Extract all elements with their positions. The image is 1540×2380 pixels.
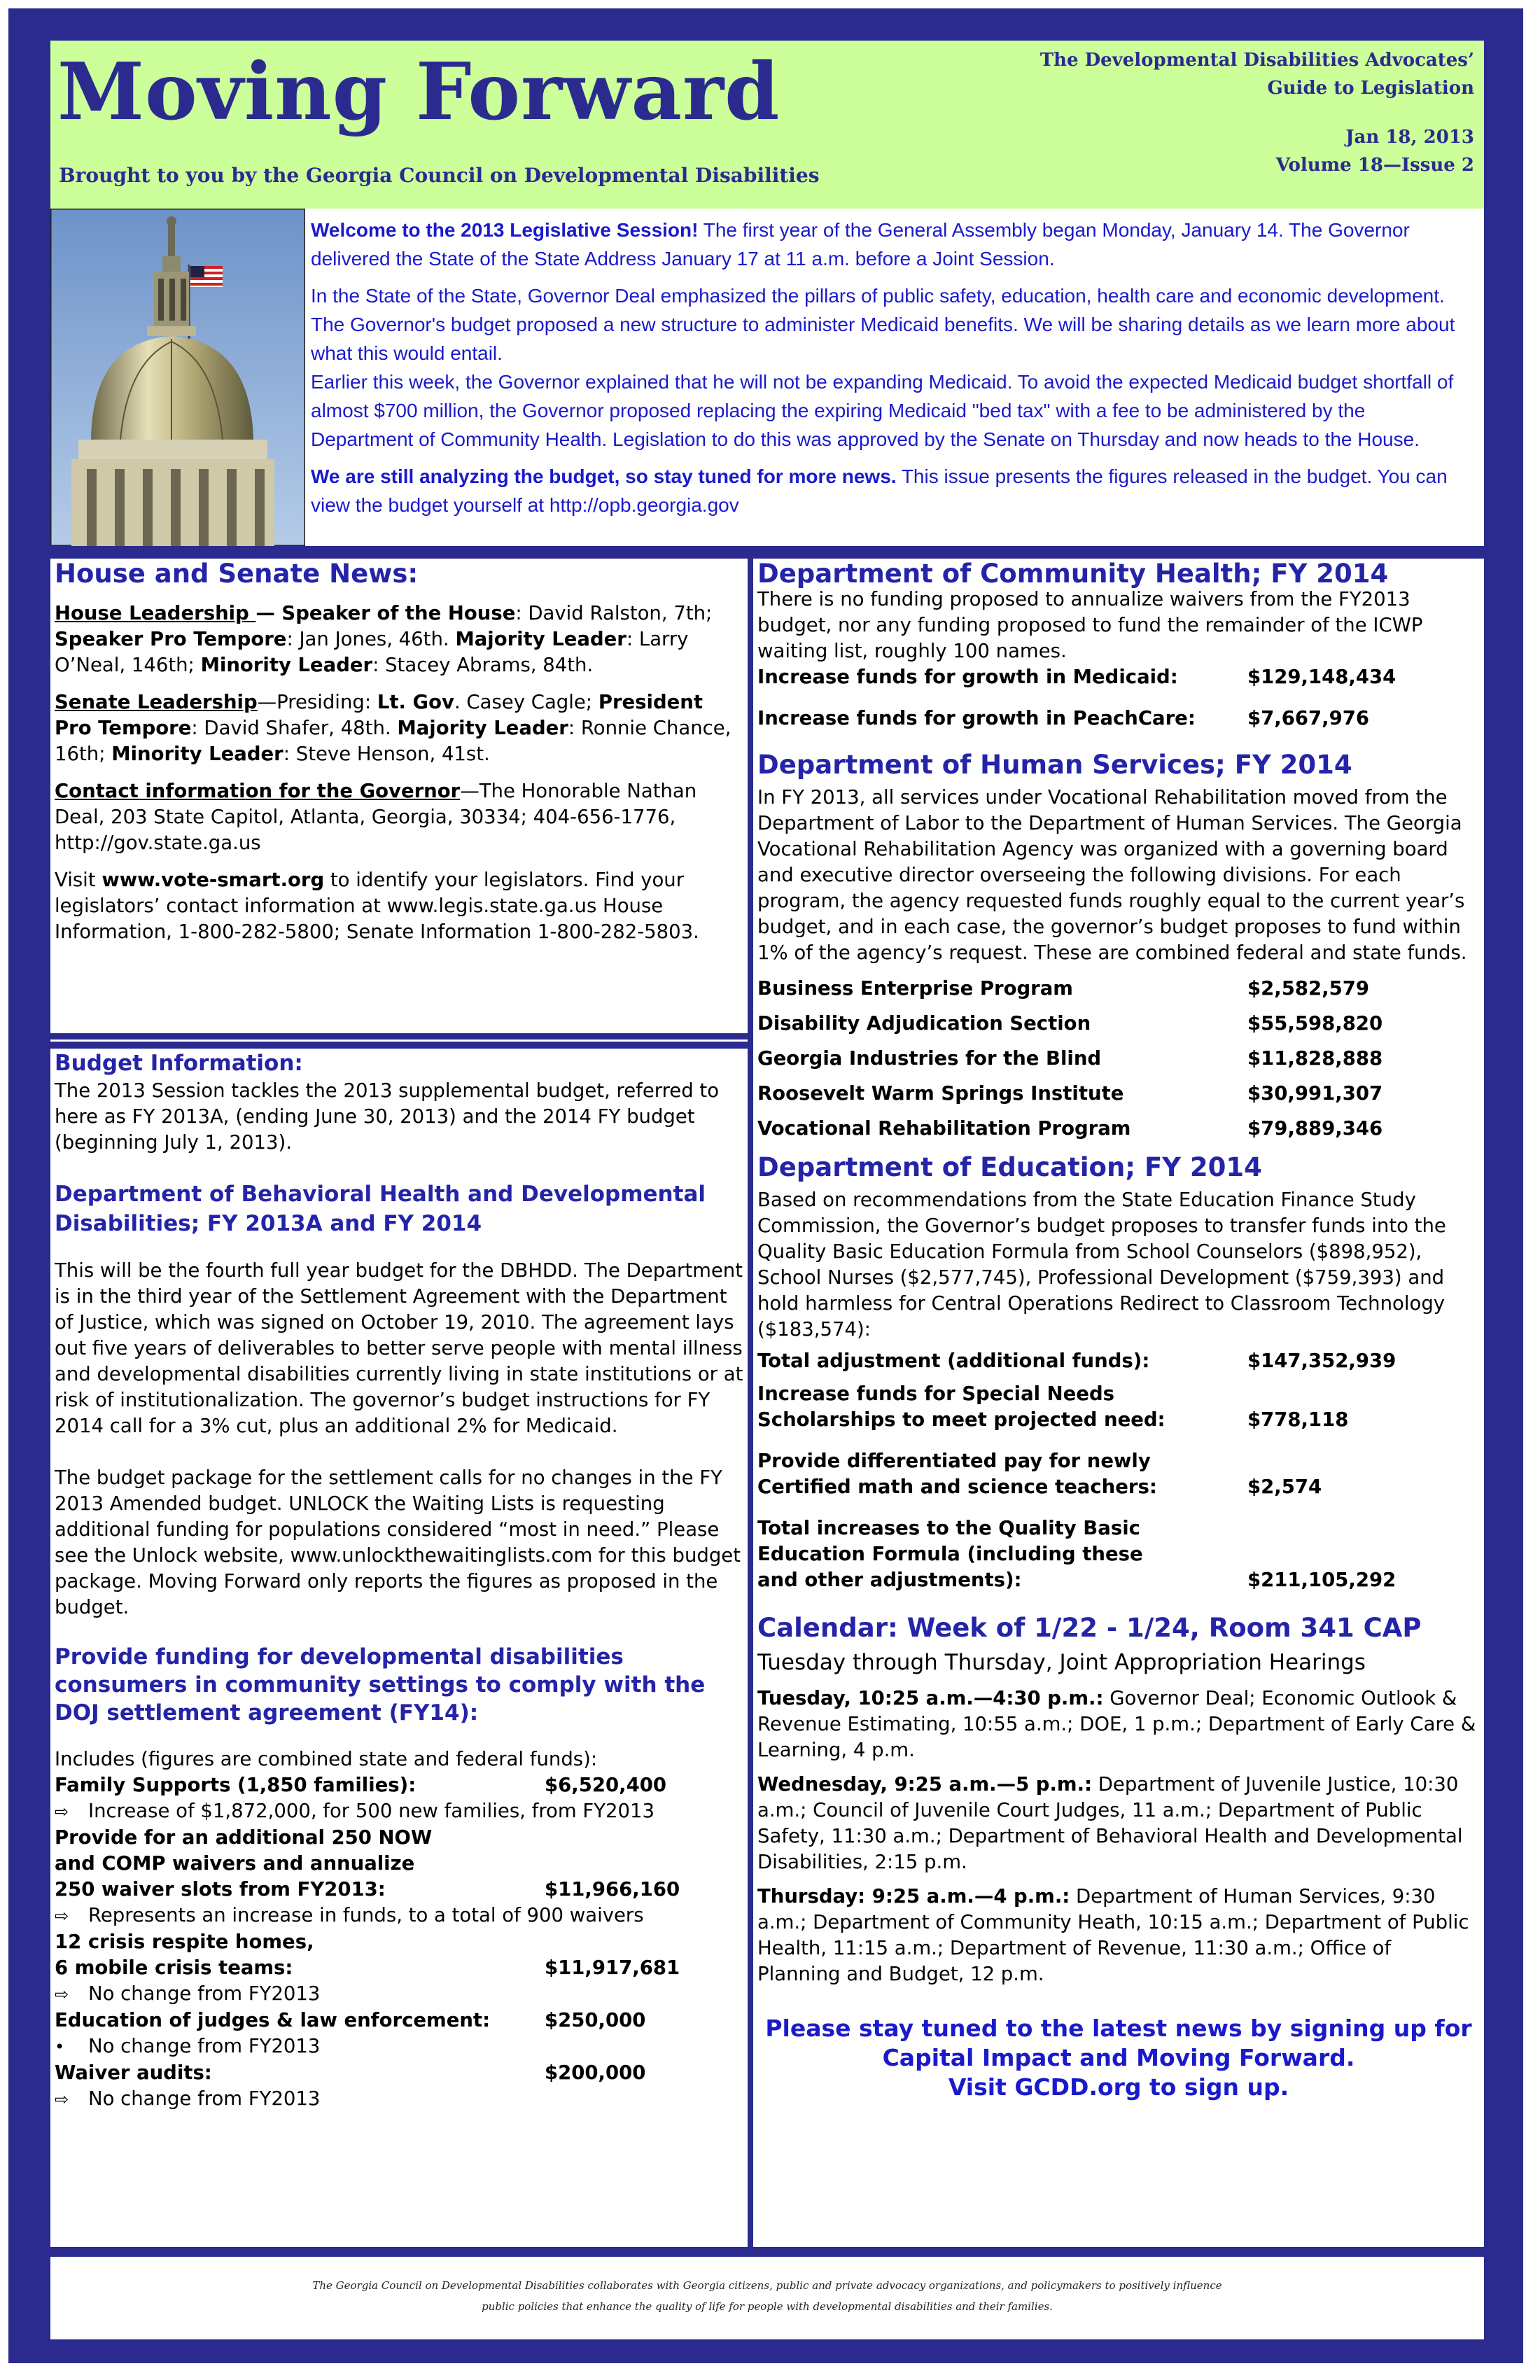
dch-row (757, 664, 1480, 690)
qbe-row (757, 1567, 1480, 1593)
dch-row-amount: $7,667,976 (1247, 707, 1369, 729)
dhs-row (757, 976, 1480, 1002)
sns-label: Scholarships to meet projected need: (757, 1408, 1166, 1431)
intro-paragraph-2: In the State of the State, Governor Deal emphasized the pillars of public safety, education, health care and economic development. The Governor's budget proposed a new structure to administer Medicaid benefits. We will be sharing details as we learn more about what this would entail. (311, 285, 1455, 364)
capitol-dome-illustration (50, 209, 305, 546)
senate-text-run: : Steve Henson, 41st. (283, 743, 490, 765)
section-divider (42, 1033, 749, 1040)
footer-line-1: The Georgia Council on Developmental Disabilities collaborates with Georgia citizens, public and private advocacy organizations, and policymakers to positively influence (312, 2279, 1222, 2292)
intro-welcome (305, 209, 1484, 546)
education-row (55, 2008, 743, 2033)
senate-leadership-label: Senate Leadership (55, 691, 258, 713)
dhs-text: In FY 2013, all services under Vocational Rehabilitation moved from the Department of Labor to the Department of Human Services. The Georgia Vocational Rehabilitation Agency was organized with a governing board and executive director overseeing the following divisions. For each program, the agency requested funds roughly equal to the current year’s budget, and in each case, the governor’s budget proposes to fund within 1% of the agency’s request. These are combined federal and state funds. (757, 786, 1467, 964)
dhs-row (757, 1011, 1480, 1037)
dch-table (757, 664, 1480, 732)
now-comp-note-text: Represents an increase in funds, to a total of 900 waivers (88, 1904, 644, 1926)
footer-line-2: public policies that enhance the quality of life for people with developmental disabilities and their families. (482, 2300, 1053, 2313)
welcome-text: The first year of the General Assembly began Monday, January 14. The Governor delivered the State of the State Address January 17 at 11 a.m. before a Joint Session. (311, 219, 1410, 270)
sns-amount: $778,118 (1247, 1408, 1349, 1431)
signup-line-2: Capital Impact and Moving Forward. (882, 2044, 1355, 2071)
senate-text-run: —Presiding: (257, 691, 377, 713)
arrow-right-icon: ⇨ (55, 2090, 69, 2109)
includes-note: Includes (figures are combined state and federal funds): (55, 1748, 598, 1770)
footer-mission (50, 2257, 1484, 2339)
governor-contact-label: Contact information for the Governor (55, 780, 461, 802)
crisis-label: 6 mobile crisis teams: (55, 1956, 293, 1979)
arrow-right-icon: ⇨ (55, 1984, 69, 2004)
senate-text-run: Minority Leader (111, 743, 284, 765)
senate-text-run: Lt. Gov (377, 691, 454, 713)
now-comp-note (55, 1903, 743, 1929)
house-text-run: — Speaker of the House (255, 602, 516, 624)
pay-label: Certified math and science teachers: (757, 1476, 1157, 1498)
doe-heading: Department of Education; FY 2014 (757, 1152, 1262, 1182)
arrow-right-icon: ⇨ (55, 1906, 69, 1926)
budget-heading: Budget Information: (55, 1051, 303, 1076)
senate-leadership-paragraph (55, 690, 743, 767)
signup-line-1: Please stay tuned to the latest news by signing up for (765, 2015, 1472, 2042)
education-label: Education of judges & law enforcement: (55, 2009, 491, 2031)
dhs-row-amount: $2,582,579 (1247, 977, 1369, 1000)
dhs-row-label: Business Enterprise Program (757, 977, 1073, 1000)
budget-section (50, 1049, 748, 2247)
calendar-heading: Calendar: Week of 1/22 - 1/24, Room 341 CAP (757, 1613, 1422, 1643)
house-text-run: Minority Leader (200, 654, 373, 676)
senate-text-run: : Ronnie Chance, 16th; (55, 717, 732, 765)
audit-label: Waiver audits: (55, 2062, 212, 2084)
dch-row-label: Increase funds for growth in Medicaid: (757, 666, 1178, 688)
governor-contact-text: —The Honorable Nathan Deal, 203 State Capitol, Atlanta, Georgia, 30334; 404-656-1776, http://gov.state.ga.us (55, 780, 697, 854)
now-comp-row (55, 1877, 743, 1903)
calendar-day-label: Thursday: 9:25 a.m.—4 p.m.: (757, 1885, 1070, 1907)
dhs-row (757, 1046, 1480, 1072)
house-text-run: Speaker Pro Tempore (55, 628, 287, 650)
calendar-subheading: Tuesday through Thursday, Joint Appropriation Hearings (757, 1650, 1366, 1675)
calendar-days (757, 1686, 1480, 1987)
masthead (50, 41, 1484, 209)
house-text-run: : Larry O’Neal, 146th; (55, 628, 689, 676)
crisis-note-text: No change from FY2013 (88, 1982, 321, 2005)
audit-row (55, 2060, 743, 2086)
capitol-dome-photo (50, 209, 305, 546)
senate-text-run: . Casey Cagle; (454, 691, 598, 713)
issue-date: Jan 18, 2013 (1345, 127, 1474, 148)
family-supports-amount: $6,520,400 (545, 1774, 666, 1796)
dhs-row-amount: $55,598,820 (1247, 1012, 1383, 1035)
house-senate-section (50, 559, 748, 1042)
now-comp-label: 250 waiver slots from FY2013: (55, 1878, 386, 1900)
issue-volume: Volume 18—Issue 2 (1275, 155, 1474, 176)
arrow-right-icon: ⇨ (55, 1802, 69, 1821)
house-text-run: : Stacey Abrams, 84th. (372, 654, 594, 676)
calendar-day-label: Wednesday, 9:25 a.m.—5 p.m.: (757, 1773, 1093, 1795)
dch-heading: Department of Community Health; FY 2014 (757, 559, 1389, 589)
audit-note-text: No change from FY2013 (88, 2087, 321, 2110)
doj-settlement-heading: Provide funding for developmental disabilities consumers in community settings to comply with the DOJ settlement agreement (FY14): (55, 1644, 706, 1726)
family-supports-label: Family Supports (1,850 families): (55, 1774, 416, 1796)
qbe-amount: $211,105,292 (1247, 1569, 1396, 1591)
house-leadership-paragraph (55, 601, 743, 678)
intro-p4-text: This issue presents the figures released in the budget. You can view the budget yourself at http://opb.georgia.gov (311, 465, 1448, 516)
visit-lead: Visit (55, 869, 102, 891)
dhs-row (757, 1116, 1480, 1142)
dbhdd-paragraph-1: This will be the fourth full year budget for the DBHDD. The Department is in the third year of the Settlement Agreement with the Department of Justice, which was signed on October 19, 2010. The agreement lays out five years of deliverables to better serve people with mental illness and developmental disabilities currently living in state institutions or at risk of institutionalization. The governor’s budget instructions for FY 2014 call for a 3% cut, plus an additional 2% for Medicaid. (55, 1259, 743, 1437)
family-supports-row (55, 1772, 743, 1798)
intro-p4-lead: We are still analyzing the budget, so stay tuned for more news. (311, 465, 897, 487)
tagline-line-1: The Developmental Disabilities Advocates’ (1040, 50, 1474, 71)
visit-text: to identify your legislators. Find your legislators’ contact information at www.legis.state.ga.us House Information, 1-800-282-5800; Senate Information 1-800-282-5803. (55, 869, 699, 943)
departments-section (753, 559, 1484, 2247)
dbhdd-paragraph-2: The budget package for the settlement calls for no changes in the FY 2013 Amended budget. UNLOCK the Waiting Lists is requesting additional funding for populations considered “most in need.” Please see the Unlock website, www.unlockthewaitinglists.com for this budget package. Moving Forward only reports the figures as proposed in the budget. (55, 1466, 741, 1618)
dhs-table (757, 976, 1480, 1142)
house-text-run: Majority Leader (455, 628, 626, 650)
vote-smart-link[interactable]: www.vote-smart.org (102, 869, 325, 891)
budget-intro: The 2013 Session tackles the 2013 supplemental budget, referred to here as FY 2013A, (ending June 30, 2013) and the 2014 FY budget (beginning July 1, 2013). (55, 1079, 720, 1154)
calendar-day-entry (757, 1686, 1480, 1763)
newsletter-subtitle: Brought to you by the Georgia Council on Developmental Disabilities (59, 164, 820, 187)
doe-total-row (757, 1348, 1480, 1374)
dhs-heading: Department of Human Services; FY 2014 (757, 750, 1352, 780)
calendar-day-text: Department of Juvenile Justice, 10:30 a.m.; Council of Juvenile Court Judges, 11 a.m.; Department of Public Safety, 11:30 a.m.; Department of Behavioral Health and Developmental Disabilities, 2:15 p.m. (757, 1773, 1463, 1873)
crisis-line-1: 12 crisis respite homes, (55, 1931, 314, 1953)
doe-total-amount: $147,352,939 (1247, 1350, 1396, 1372)
pay-row (757, 1474, 1480, 1500)
house-text-run: : Jan Jones, 46th. (286, 628, 456, 650)
calendar-day-text: Governor Deal; Economic Outlook & Revenue Estimating, 10:55 a.m.; DOE, 1 p.m.; Department of Early Care & Learning, 4 p.m. (757, 1687, 1476, 1761)
senate-text-run: Majority Leader (397, 717, 568, 739)
calendar-day-entry (757, 1772, 1480, 1875)
crisis-note (55, 1981, 743, 2008)
calendar-day-entry (757, 1884, 1480, 1987)
issue-info (1040, 46, 1474, 179)
house-leadership-label: House Leadership (55, 602, 256, 624)
doe-total-label: Total adjustment (additional funds): (757, 1350, 1150, 1372)
dhs-row-amount: $79,889,346 (1247, 1117, 1383, 1140)
dch-text: There is no funding proposed to annualize waivers from the FY2013 budget, nor any funding proposed to fund the remainder of the ICWP waiting list, roughly 100 names. (757, 588, 1423, 662)
now-comp-amount: $11,966,160 (545, 1878, 680, 1900)
dhs-row-label: Georgia Industries for the Blind (757, 1047, 1102, 1070)
house-senate-heading: House and Senate News: (55, 559, 419, 589)
dhs-row-label: Vocational Rehabilitation Program (757, 1117, 1131, 1140)
dhs-row-label: Roosevelt Warm Springs Institute (757, 1082, 1124, 1105)
sns-line-1: Increase funds for Special Needs (757, 1382, 1115, 1405)
now-comp-line-2: and COMP waivers and annualize (55, 1852, 415, 1875)
intro-paragraph-3: Earlier this week, the Governor explained that he will not be expanding Medicaid. To avoid the expected Medicaid budget shortfall of almost $700 million, the Governor proposed replacing the expiring Medicaid "bed tax" with a fee to be administered by the Department of Community Health. Legislation to do this was approved by the Senate on Thursday and now heads to the House. (311, 371, 1454, 450)
family-supports-note-text: Increase of $1,872,000, for 500 new families, from FY2013 (88, 1800, 654, 1822)
qbe-label: and other adjustments): (757, 1569, 1022, 1591)
signup-line-3[interactable]: Visit GCDD.org to sign up. (948, 2073, 1289, 2101)
education-note (55, 2033, 743, 2060)
senate-text-run: : David Shafer, 48th. (191, 717, 398, 739)
crisis-amount: $11,917,681 (545, 1956, 680, 1979)
dch-row (757, 706, 1480, 732)
sns-row (757, 1407, 1480, 1433)
qbe-line-1: Total increases to the Quality Basic (757, 1517, 1140, 1539)
tagline-line-2: Guide to Legislation (1267, 78, 1474, 99)
audit-amount: $200,000 (545, 2062, 646, 2084)
dbhdd-heading: Department of Behavioral Health and Developmental Disabilities; FY 2013A and FY 2014 (55, 1182, 706, 1236)
bullet-icon: • (55, 2037, 65, 2057)
family-supports-note (55, 1798, 743, 1825)
education-note-text: No change from FY2013 (88, 2035, 321, 2057)
dhs-row (757, 1081, 1480, 1107)
dch-row-label: Increase funds for growth in PeachCare: (757, 707, 1196, 729)
dhs-row-amount: $30,991,307 (1247, 1082, 1383, 1105)
governor-contact-paragraph (55, 778, 743, 856)
house-text-run: : David Ralston, 7th; (515, 602, 713, 624)
newsletter-title: Moving Forward (57, 46, 780, 138)
dhs-row-amount: $11,828,888 (1247, 1047, 1383, 1070)
vote-smart-paragraph (55, 867, 743, 945)
crisis-row (55, 1955, 743, 1981)
doe-text: Based on recommendations from the State Education Finance Study Commission, the Governor’s budget proposes to transfer funds into the Quality Basic Education Formula from School Counselors ($898,952), School Nurses ($2,577,745), Professional Development ($759,393) and hold harmless for Central Operations Redirect to Classroom Technology ($183,574): (757, 1189, 1446, 1340)
audit-note (55, 2086, 743, 2113)
welcome-lead: Welcome to the 2013 Legislative Session! (311, 219, 699, 241)
dch-row-amount: $129,148,434 (1247, 666, 1396, 688)
now-comp-line-1: Provide for an additional 250 NOW (55, 1826, 433, 1849)
senate-text-run: President Pro Tempore (55, 691, 704, 739)
education-amount: $250,000 (545, 2009, 646, 2031)
calendar-day-label: Tuesday, 10:25 a.m.—4:30 p.m.: (757, 1687, 1104, 1709)
qbe-line-2: Education Formula (including these (757, 1543, 1143, 1565)
calendar-day-text: Department of Human Services, 9:30 a.m.; Department of Community Heath, 10:15 a.m.; Department of Public Health, 11:15 a.m.; Department of Revenue, 11:30 a.m.; Office of Planning and Budget, 12 p.m. (757, 1885, 1469, 1985)
dhs-row-label: Disability Adjudication Section (757, 1012, 1091, 1035)
signup-callout (757, 2014, 1480, 2102)
pay-amount: $2,574 (1247, 1476, 1322, 1498)
pay-line-1: Provide differentiated pay for newly (757, 1450, 1151, 1472)
